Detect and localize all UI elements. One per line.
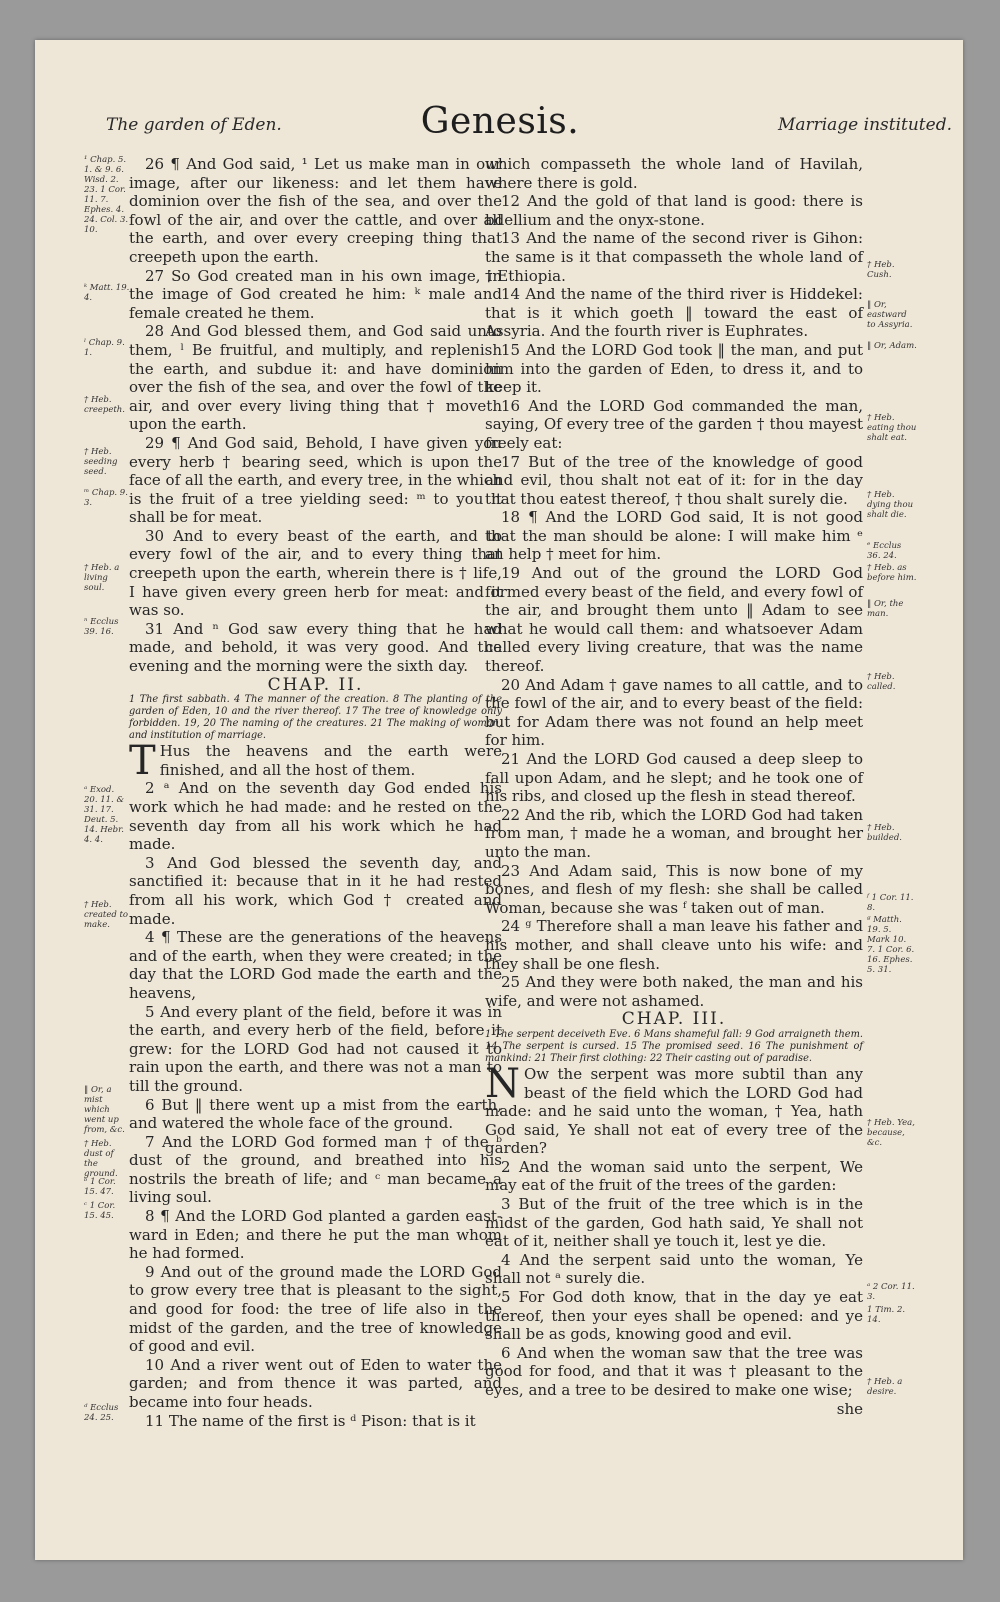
margin-note: ᵈ Ecclus 24. 25.: [84, 1403, 119, 1423]
opening-text: Ow the serpent was more subtil than any beast of the field which the LORD God had made: and he said unto the woman, † Yea, hath God said, Ye shall not eat of every tree of the garden?: [485, 1064, 863, 1158]
opening-text: Hus the heavens and the earth were finished, and all the host of them.: [159, 742, 502, 779]
margin-note: ‖ Or, the man.: [867, 599, 904, 619]
verse: 21 And the LORD God caused a deep sleep to fall upon Adam, and he slept; and he took one of his ribs, and closed up the flesh in stead thereof.: [485, 750, 863, 806]
verse: 26 ¶ And God said, ¹ Let us make man in our image, after our likeness: and let them have dominion over the fish of the sea, and over the fowl of the air, and over the cattle, and over all the earth, and over every creeping thing that creepeth upon the earth.: [129, 155, 502, 266]
margin-note: † Heb. Yea, because, &c.: [867, 1118, 915, 1148]
left-text-column: [129, 155, 502, 1430]
margin-note: ᵍ Matth. 19. 5. Mark 10. 7. 1 Cor. 6. 16. Ephes. 5. 31.: [867, 915, 915, 975]
running-head: [0, 103, 1000, 143]
margin-note: † Heb. builded.: [867, 823, 902, 843]
verse: 18 ¶ And the LORD God said, It is not good that the man should be alone: I will make him ᵉ an help † meet for him.: [485, 508, 863, 564]
margin-note: ᵃ Exod. 20. 11. & 31. 17. Deut. 5. 14. Hebr. 4. 4.: [84, 785, 125, 845]
verse: 15 And the LORD God took ‖ the man, and put him into the garden of Eden, to dress it, and to keep it.: [485, 340, 863, 397]
margin-note: ˡ Chap. 9. 1.: [84, 338, 125, 358]
verse: 11 The name of the first is ᵈ Pison: that is it: [145, 1411, 476, 1430]
margin-note: † Heb. called.: [867, 672, 896, 692]
verse: 3 But of the fruit of the tree which is in the midst of the garden, God hath said, Ye shall not eat of it, neither shall ye touch it, lest ye die.: [485, 1195, 863, 1251]
margin-note: ᵇ 1 Cor. 15. 47.: [84, 1177, 116, 1197]
margin-note: ᵃ 2 Cor. 11. 3.: [867, 1282, 915, 1302]
running-head-right: Marriage instituted.: [777, 115, 952, 135]
chapter-opening: [129, 738, 502, 785]
verse: 2 And the woman said unto the serpent, We may eat of the fruit of the trees of the garden:: [485, 1157, 863, 1195]
margin-note: ‖ Or, eastward to Assyria.: [867, 300, 913, 330]
margin-note: ᵐ Chap. 9. 3.: [84, 488, 128, 508]
margin-note: ᶠ 1 Cor. 11. 8.: [867, 893, 914, 913]
chapter-summary: 1 The serpent deceiveth Eve. 6 Mans shameful fall: 9 God arraigneth them. 14 The serpent is cursed. 15 The promised seed. 16 The punishment of mankind: 21 Their first clothing: 22 Their casting out of paradise.: [485, 1028, 863, 1064]
verse: 19 And out of the ground the LORD God formed every beast of the field, and every fowl of the air, and brought them unto ‖ Adam to see what he would call them: and whatsoever Adam called every living creature, that was the name thereof.: [485, 564, 863, 676]
margin-note: ᵉ Ecclus 36. 24.: [867, 541, 902, 561]
margin-note: † Heb. a desire.: [867, 1377, 903, 1397]
verse: 9 And out of the ground made the LORD God to grow every tree that is pleasant to the sight, and good for food: the tree of life also in the midst of the garden, and the tree of knowledge of good and evil.: [129, 1262, 502, 1356]
margin-note: † Heb. creepeth.: [84, 395, 125, 415]
verse: 10 And a river went out of Eden to water the garden; and from thence it was parted, and became into four heads.: [129, 1355, 502, 1411]
verse: 2 ᵃ And on the seventh day God ended his work which he had made: and he rested on the seventh day from all his work which he had made.: [129, 779, 502, 854]
margin-note: † Heb. as before him.: [867, 563, 917, 583]
verse: 25 And they were both naked, the man and his wife, and were not ashamed.: [485, 973, 863, 1010]
verse: 31 And ⁿ God saw every thing that he had made, and behold, it was very good. And the evening and the morning were the sixth day.: [129, 619, 502, 676]
margin-note: † Heb. dying thou shalt die.: [867, 490, 914, 520]
margin-note: ⁿ Ecclus 39. 16.: [84, 617, 119, 637]
margin-note: † Heb. created to make.: [84, 900, 129, 930]
chapter-heading: CHAP. III.: [621, 1009, 727, 1030]
verse: 5 For God doth know, that in the day ye eat thereof, then your eyes shall be opened: and ye shall be as gods, knowing good and evil.: [485, 1288, 863, 1344]
verse: 22 And the rib, which the LORD God had taken from man, † made he a woman, and brought her unto the man.: [485, 805, 863, 861]
margin-note: † Heb. a living soul.: [84, 563, 120, 593]
verse: 27 So God created man in his own image, in the image of God created he him: ᵏ male and female created he them.: [129, 266, 502, 322]
margin-note: ᶜ 1 Cor. 15. 45.: [84, 1201, 116, 1221]
verse: 30 And to every beast of the earth, and to every fowl of the air, and to every thing that creepeth upon the earth, wherein there is † life, I have given every green herb for meat: and it was so.: [129, 526, 502, 620]
verse: 17 But of the tree of the knowledge of good and evil, thou shalt not eat of it: for in the day that thou eatest thereof, † thou shalt surely die.: [485, 452, 863, 508]
drop-cap: T: [129, 738, 156, 785]
drop-cap: N: [485, 1060, 520, 1107]
margin-note: † Heb. eating thou shalt eat.: [867, 413, 917, 443]
running-head-left: The garden of Eden.: [106, 115, 282, 135]
verse: 13 And the name of the second river is Gihon: the same is it that compasseth the whole land of † Ethiopia.: [485, 229, 863, 285]
verse: 5 And every plant of the field, before it was in the earth, and every herb of the field, before it grew: for the LORD God had not caused it to rain upon the earth, and there was not a man to till the ground.: [129, 1002, 502, 1095]
verse: 6 And when the woman saw that the tree was good for food, and that it was † pleasant to the eyes, and a tree to be desired to make one wise;: [485, 1343, 863, 1399]
verse: 28 And God blessed them, and God said unto them, ˡ Be fruitful, and multiply, and replenish the earth, and subdue it: and have dominion over the fish of the sea, and over the fowl of the air, and over every living thing that † moveth upon the earth.: [129, 322, 502, 434]
verse: 6 But ‖ there went up a mist from the earth, and watered the whole face of the ground.: [129, 1095, 502, 1133]
margin-note: 1 Tim. 2. 14.: [867, 1305, 906, 1325]
verse: 12 And the gold of that land is good: there is bdellium and the onyx-stone.: [485, 192, 863, 229]
catchword: she: [836, 1399, 863, 1418]
right-text-column: [485, 155, 863, 1418]
margin-note: ‖ Or, a mist which went up from, &c.: [84, 1085, 125, 1135]
margin-note: † Heb. seeding seed.: [84, 447, 118, 477]
margin-note: † Heb. dust of the ground.: [84, 1139, 118, 1179]
verse: 24 ᵍ Therefore shall a man leave his father and his mother, and shall cleave unto his wife: and they shall be one flesh.: [485, 917, 863, 973]
verse: 20 And Adam † gave names to all cattle, and to the fowl of the air, and to every beast of the field: but for Adam there was not found an help meet for him.: [485, 675, 863, 750]
verse: 8 ¶ And the LORD God planted a garden east-ward in Eden; and there he put the man whom he had formed.: [129, 1207, 502, 1263]
margin-note: † Heb. Cush.: [867, 260, 895, 280]
book-title: Genesis.: [420, 101, 580, 142]
verse: 29 ¶ And God said, Behold, I have given you every herb † bearing seed, which is upon the face of all the earth, and every tree, in the which is the fruit of a tree yielding seed: ᵐ to you it shall be for meat.: [129, 433, 502, 527]
verse-continuation: which compasseth the whole land of Havilah, where there is gold.: [485, 155, 863, 192]
verse: 23 And Adam said, This is now bone of my bones, and flesh of my flesh: she shall be called Woman, because she was ᶠ taken out of man.: [485, 861, 863, 917]
verse: 4 ¶ These are the generations of the heavens and of the earth, when they were created; in the day that the LORD God made the earth and the heavens,: [129, 928, 502, 1002]
chapter-summary: 1 The first sabbath. 4 The manner of the creation. 8 The planting of the garden of Eden, 10 and the river thereof. 17 The tree of knowledge only forbidden. 19, 20 The naming of the creatures. 21 The making of woman, and institution of marriage.: [129, 694, 502, 742]
chapter-heading: CHAP. II.: [267, 674, 364, 695]
chapter-opening: [485, 1060, 863, 1158]
verse: 3 And God blessed the seventh day, and sanctified it: because that in it he had rested from all his work, which God † created and made.: [129, 853, 502, 928]
verse: 14 And the name of the third river is Hiddekel: that is it which goeth ‖ toward the east of Assyria. And the fourth river is Euphrates.: [485, 285, 863, 341]
verse: 7 And the LORD God formed man † of the ᵇ dust of the ground, and breathed into his nostrils the breath of life; and ᶜ man became a living soul.: [129, 1132, 502, 1207]
margin-note: ᵏ Matt. 19. 4.: [84, 283, 130, 303]
verse: 4 And the serpent said unto the woman, Ye shall not ᵃ surely die.: [485, 1250, 863, 1288]
margin-note: ¹ Chap. 5. 1. & 9. 6. Wisd. 2. 23. 1 Cor. 11. 7. Ephes. 4. 24. Col. 3. 10.: [84, 155, 129, 235]
margin-note: ‖ Or, Adam.: [867, 341, 917, 351]
verse: 16 And the LORD God commanded the man, saying, Of every tree of the garden † thou mayest freely eat:: [485, 396, 863, 452]
